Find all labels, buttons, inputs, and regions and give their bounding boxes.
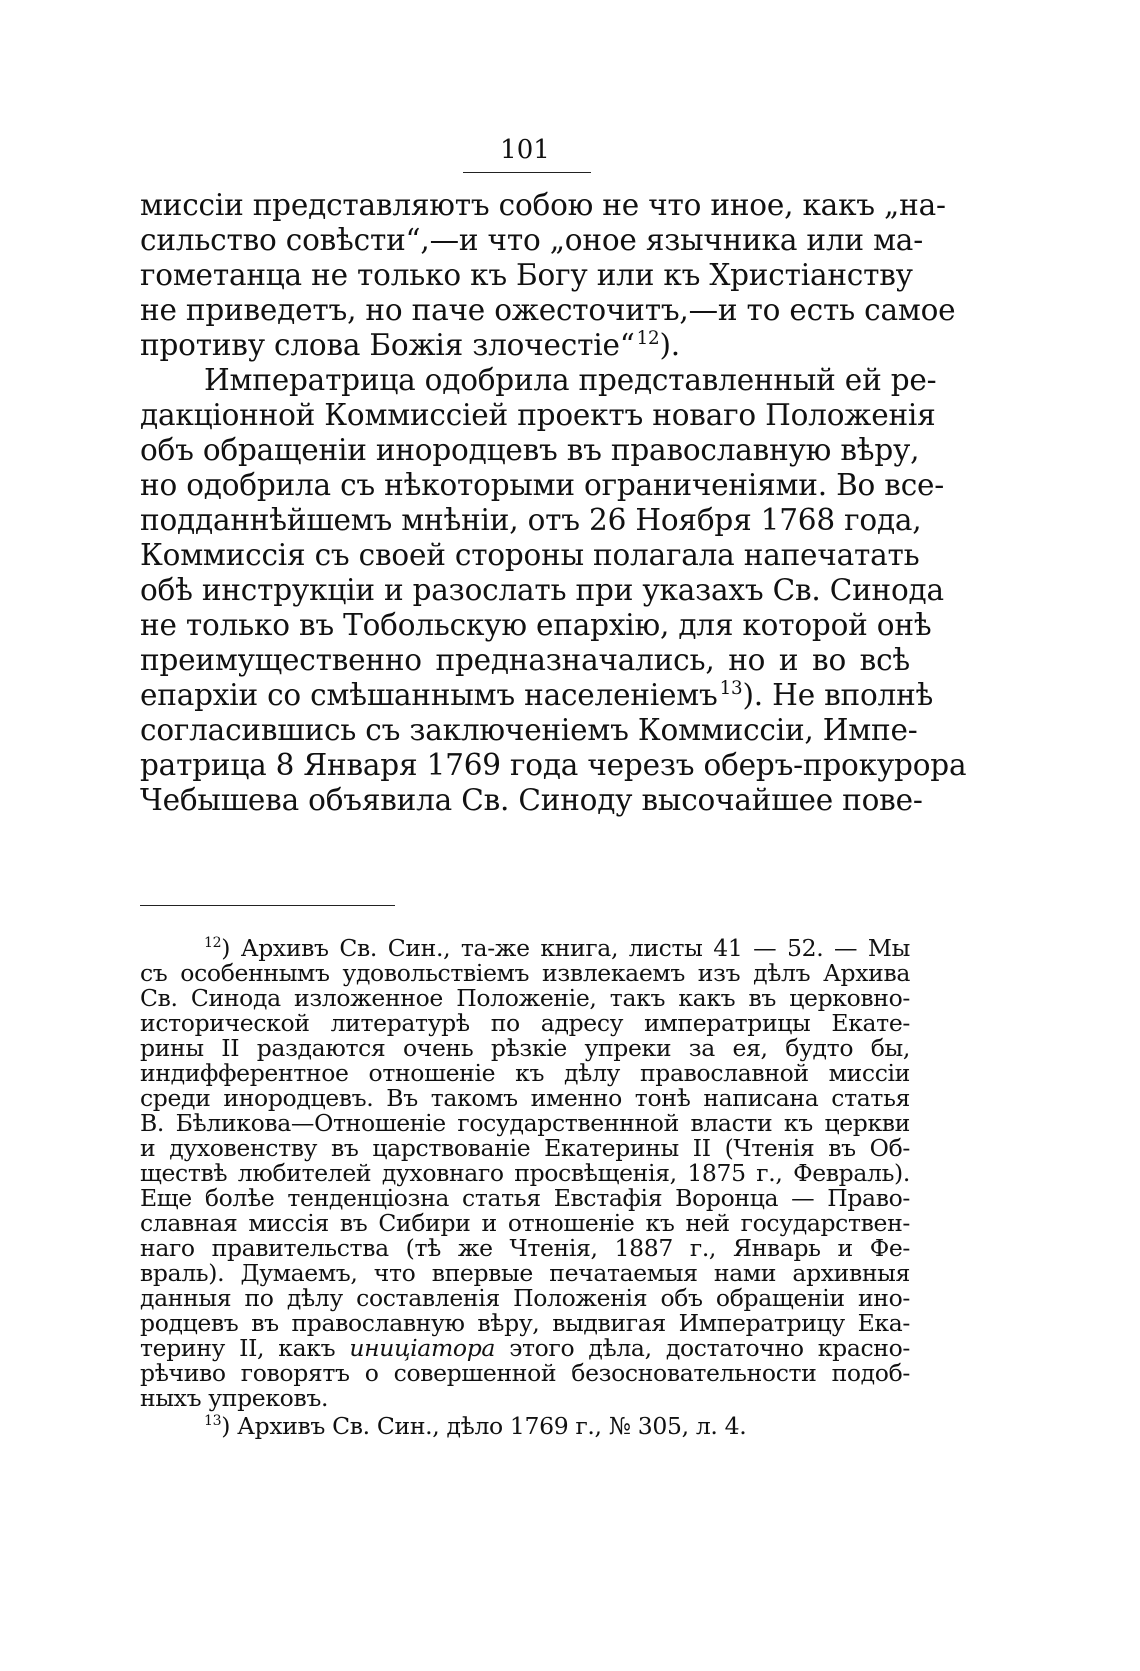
footnote-12-line-17-pre: терину II, какъ bbox=[140, 1334, 350, 1362]
body-line-5 bbox=[140, 327, 910, 363]
footnote-12-line-1 bbox=[204, 936, 910, 961]
footnote-12-line-19: ныхъ упрековъ. bbox=[140, 1384, 329, 1412]
footnote-12-line-9: и духовенству въ царствованіе Екатерины II (Чтенія въ Об- bbox=[140, 1134, 910, 1162]
footnote-12-line-12: славная миссія въ Сибири и отношеніе къ ней государствен- bbox=[140, 1209, 910, 1237]
footnote-12-line-10: ществѣ любителей духовнаго просвѣщенія, 1875 г., Февраль). bbox=[140, 1159, 910, 1187]
footnote-13-mark: 13 bbox=[204, 1413, 222, 1430]
footnote-12-line-18: рѣчиво говорятъ о совершенной безосновательности подоб- bbox=[140, 1359, 910, 1387]
footnote-ref-13: 13 bbox=[719, 678, 743, 700]
footnote-12-line-8: В. Бѣликова—Отношеніе государственнной власти къ церкви bbox=[140, 1109, 910, 1137]
body-line-15-text: епархіи со смѣшаннымъ населеніемъ bbox=[140, 678, 718, 712]
footnote-12-line-15: данныя по дѣлу составленія Положенія объ обращеніи ино- bbox=[140, 1284, 910, 1312]
body-line-5-tail: ). bbox=[659, 328, 680, 362]
body-line-7: дакціонной Коммиссіей проектъ новаго Положенія bbox=[140, 398, 936, 432]
body-line-6: Императрица одобрила представленный ей ре- bbox=[204, 363, 937, 397]
body-line-11: Коммиссія съ своей стороны полагала напечатать bbox=[140, 538, 920, 572]
header-rule bbox=[463, 172, 591, 173]
body-line-10: подданнѣйшемъ мнѣніи, отъ 26 Ноября 1768 года, bbox=[140, 503, 922, 537]
footnote-rule bbox=[140, 905, 395, 906]
footnote-12-first-text: ) Архивъ Св. Син., та-же книга, листы 41 — 52. — Мы bbox=[221, 934, 910, 962]
page-number: 101 bbox=[500, 135, 550, 165]
body-line-3: гометанца не только къ Богу или къ Христіанству bbox=[140, 258, 913, 292]
footnote-12-line-13: наго правительства (тѣ же Чтенія, 1887 г., Январь и Фе- bbox=[140, 1234, 910, 1262]
footnote-12-line-5: рины II раздаются очень рѣзкіе упреки за ея, будто бы, bbox=[140, 1034, 910, 1062]
body-line-1: миссіи представляютъ собою не что иное, какъ „на- bbox=[140, 188, 946, 222]
body-line-15 bbox=[140, 677, 934, 713]
footnote-12-mark: 12 bbox=[204, 935, 222, 952]
footnote-12-line-17 bbox=[140, 1336, 910, 1361]
body-line-17: ратрица 8 Января 1769 года черезъ оберъ-прокурора bbox=[140, 748, 967, 782]
body-line-18: Чебышева объявила Св. Синоду высочайшее пове- bbox=[140, 783, 923, 817]
body-line-14: преимущественно предназначались, но и во всѣ bbox=[140, 643, 910, 677]
footnote-12-line-17-post: этого дѣла, достаточно красно- bbox=[495, 1334, 910, 1362]
body-line-12: обѣ инструкціи и разослать при указахъ Св. Синода bbox=[140, 573, 944, 607]
body-line-9: но одобрила съ нѣкоторыми ограниченіями. Во все- bbox=[140, 468, 945, 502]
body-line-4: не приведетъ, но паче ожесточитъ,—и то есть самое bbox=[140, 293, 956, 327]
body-line-13: не только въ Тобольскую епархію, для которой онѣ bbox=[140, 608, 932, 642]
footnote-12-line-14: враль). Думаемъ, что впервые печатаемыя нами архивныя bbox=[140, 1259, 910, 1287]
body-line-8: объ обращеніи инородцевъ въ православную вѣру, bbox=[140, 433, 920, 467]
body-line-16: согласившись съ заключеніемъ Коммиссіи, Импе- bbox=[140, 713, 918, 747]
body-line-5-text: противу слова Божія злочестіе“ bbox=[140, 328, 635, 362]
footnote-ref-12: 12 bbox=[636, 328, 660, 350]
footnote-13 bbox=[204, 1414, 910, 1439]
footnote-12-emphasis: иниціатора bbox=[349, 1334, 496, 1362]
footnote-12-line-11: Еще болѣе тенденціозна статья Евстафія Воронца — Право- bbox=[140, 1184, 910, 1212]
body-line-15-tail: ). Не вполнѣ bbox=[742, 678, 934, 712]
footnote-13-text: ) Архивъ Св. Син., дѣло 1769 г., № 305, л. 4. bbox=[221, 1412, 747, 1440]
footnote-12-line-4: исторической литературѣ по адресу императрицы Екате- bbox=[140, 1009, 910, 1037]
body-line-2: сильство совѣсти“,—и что „оное язычника или ма- bbox=[140, 223, 923, 257]
footnote-12-line-6: индифферентное отношеніе къ дѣлу православной миссіи bbox=[140, 1059, 910, 1087]
footnote-12-line-7: среди инородцевъ. Въ такомъ именно тонѣ написана статья bbox=[140, 1084, 910, 1112]
footnote-12-line-16: родцевъ въ православную вѣру, выдвигая Императрицу Ека- bbox=[140, 1309, 910, 1337]
footnote-12-line-2: съ особеннымъ удовольствіемъ извлекаемъ изъ дѣлъ Архива bbox=[140, 959, 910, 987]
footnote-12-line-3: Св. Синода изложенное Положеніе, такъ какъ въ церковно- bbox=[140, 984, 910, 1012]
